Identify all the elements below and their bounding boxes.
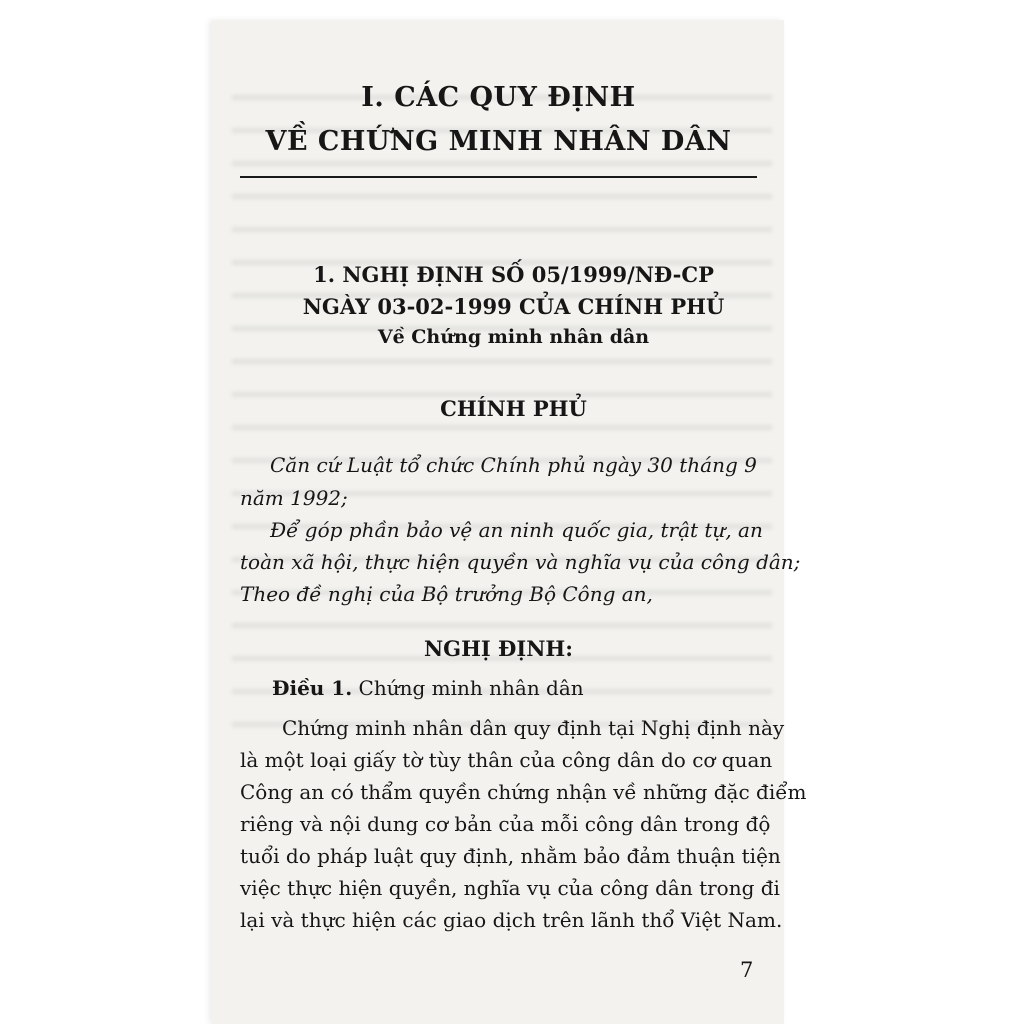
chapter-title-line1: I. CÁC QUY ĐỊNH bbox=[361, 82, 636, 113]
preamble-line-3: Để góp phần bảo vệ an ninh quốc gia, trật tự, an bbox=[270, 518, 763, 542]
issuer-heading: CHÍNH PHỦ bbox=[440, 396, 587, 421]
preamble-line-1: Căn cứ Luật tổ chức Chính phủ ngày 30 tháng 9 bbox=[270, 453, 757, 477]
article-1-line-4: riêng và nội dung cơ bản của mỗi công dân trong độ bbox=[240, 812, 771, 836]
article-1-heading bbox=[272, 676, 584, 700]
article-1-title: Chứng minh nhân dân bbox=[358, 676, 584, 700]
page-number: 7 bbox=[740, 958, 754, 982]
preamble-line-4: toàn xã hội, thực hiện quyền và nghĩa vụ của công dân; bbox=[240, 550, 801, 574]
chapter-title-line2: VỀ CHỨNG MINH NHÂN DÂN bbox=[265, 126, 732, 157]
article-1-line-3: Công an có thẩm quyền chứng nhận về những đặc điểm bbox=[240, 780, 807, 804]
article-1-line-2: là một loại giấy tờ tùy thân của công dân do cơ quan bbox=[240, 748, 773, 772]
article-1-label: Điều 1. bbox=[272, 676, 353, 700]
preamble-line-2: năm 1992; bbox=[240, 486, 348, 510]
title-divider bbox=[240, 176, 757, 178]
article-1-line-5: tuổi do pháp luật quy định, nhằm bảo đảm thuận tiện bbox=[240, 844, 781, 868]
article-1-line-6: việc thực hiện quyền, nghĩa vụ của công dân trong đi bbox=[240, 876, 780, 900]
article-1-line-1: Chứng minh nhân dân quy định tại Nghị định này bbox=[282, 716, 785, 740]
decree-title-line2: NGÀY 03-02-1999 CỦA CHÍNH PHỦ bbox=[302, 294, 725, 319]
decree-title-line1: 1. NGHỊ ĐỊNH SỐ 05/1999/NĐ-CP bbox=[313, 262, 714, 287]
article-1-line-7: lại và thực hiện các giao dịch trên lãnh thổ Việt Nam. bbox=[240, 908, 783, 932]
preamble-line-5: Theo đề nghị của Bộ trưởng Bộ Công an, bbox=[240, 582, 653, 606]
decision-heading: NGHỊ ĐỊNH: bbox=[423, 636, 574, 661]
decree-subject: Về Chứng minh nhân dân bbox=[377, 326, 650, 348]
